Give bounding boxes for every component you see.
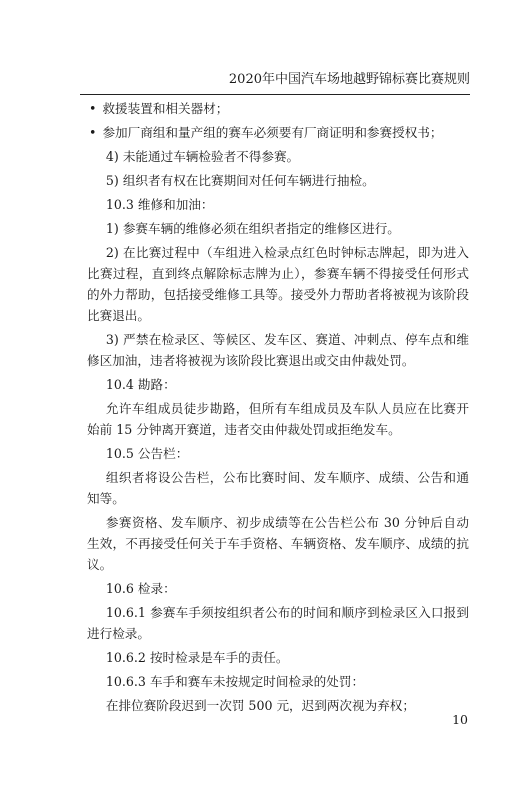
paragraph: 1) 参赛车辆的维修必须在组织者指定的维修区进行。 <box>105 221 400 236</box>
paragraph-text: 救援装置和相关器材； <box>102 101 229 116</box>
paragraph: 10.6.1 参赛车手须按组织者公布的时间和顺序到检录区入口报到进行检录。 <box>87 605 469 641</box>
paragraph: 5) 组织者有权在比赛期间对任何车辆进行抽检。 <box>105 173 375 188</box>
paragraph: 10.6.3 车手和赛车未按规定时间检录的处罚： <box>105 674 365 689</box>
section-heading: 10.3 维修和加油： <box>105 197 214 212</box>
document-body <box>87 98 469 719</box>
paragraph: 组织者将设公告栏，公布比赛时间、发车顺序、成绩、公告和通知等。 <box>87 470 469 506</box>
paragraph: 4) 未能通过车辆检验者不得参赛。 <box>105 149 300 164</box>
section-heading: 10.5 公告栏： <box>105 446 189 461</box>
section-heading: 10.4 勘路： <box>105 377 176 392</box>
paragraph: 3) 严禁在检录区、等候区、发车区、赛道、冲刺点、停车点和维修区加油，违者将被视为该阶段比赛退出或交由仲裁处罚。 <box>87 332 469 368</box>
paragraph: 允许车组成员徒步勘路，但所有车组成员及车队人员应在比赛开始前 15 分钟离开赛道，违者交由仲裁处罚或拒绝发车。 <box>87 401 469 437</box>
paragraph <box>87 122 469 143</box>
paragraph: 2) 在比赛过程中（车组进入检录点红色时钟标志牌起，即为进入比赛过程，直到终点解除标志牌为止），参赛车辆不得接受任何形式的外力帮助，包括接受维修工具等。接受外力帮助者将被视为该阶段比赛退出。 <box>87 245 469 323</box>
paragraph-text: 参加厂商组和量产组的赛车必须要有厂商证明和参赛授权书； <box>102 125 443 140</box>
bullet-icon: • <box>89 101 97 116</box>
section-heading: 10.6 检录： <box>105 581 176 596</box>
bullet-icon: • <box>89 125 97 140</box>
page-number: 10 <box>452 712 468 727</box>
paragraph: 在排位赛阶段迟到一次罚 500 元，迟到两次视为弃权； <box>105 698 415 713</box>
page-header <box>80 70 470 95</box>
paragraph: 参赛资格、发车顺序、初步成绩等在公告栏公布 30 分钟后自动生效，不再接受任何关于车手资格、车辆资格、发车顺序、成绩的抗议。 <box>87 515 469 572</box>
document-title: 2020年中国汽车场地越野锦标赛比赛规则 <box>228 72 470 87</box>
paragraph <box>87 98 469 119</box>
paragraph: 10.6.2 按时检录是车手的责任。 <box>105 650 289 665</box>
